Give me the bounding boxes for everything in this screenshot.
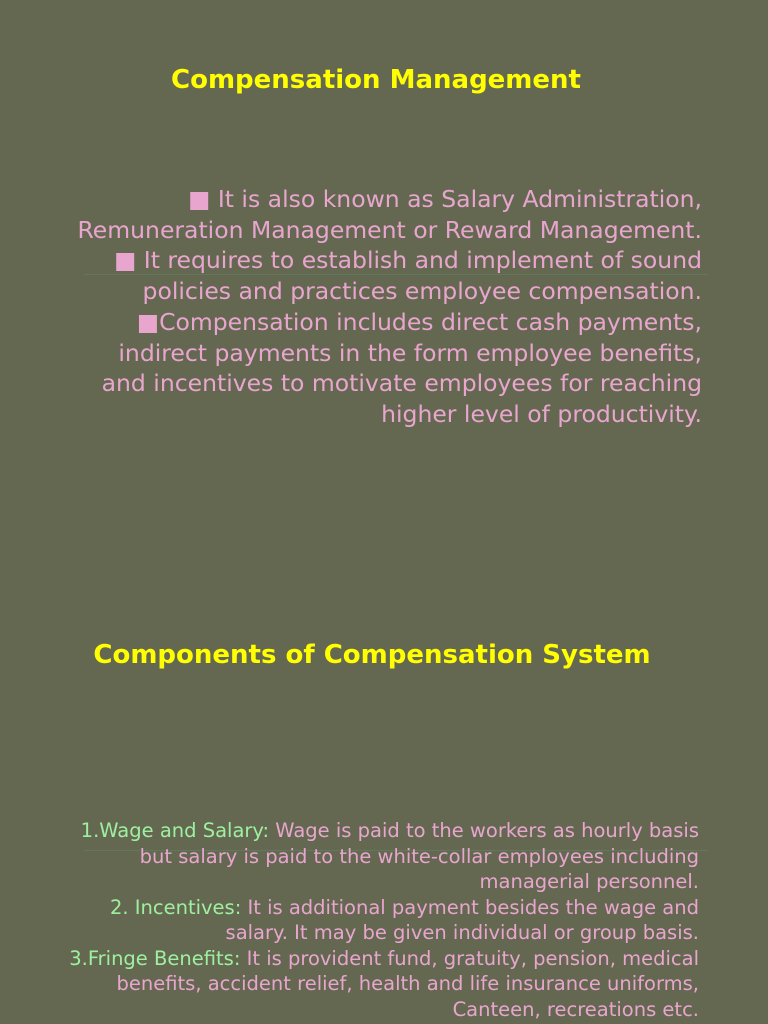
bullet-item [70, 184, 702, 245]
component-item [60, 946, 699, 1023]
component-item [60, 818, 699, 895]
components-list [60, 818, 699, 1022]
bullet-text: It requires to establish and implement of sound policies and practices employee compensation. [136, 246, 702, 306]
bullet-list [70, 184, 702, 430]
bullet-item [70, 307, 702, 430]
component-term: 1.Wage and Salary: [80, 819, 270, 842]
component-term: 2. Incentives: [109, 895, 242, 919]
square-bullet-icon: ■ [136, 307, 160, 336]
component-item [60, 895, 699, 946]
component-description: It is provident fund, gratuity, pension, medical benefits, accident relief, health and life insurance uniforms, Canteen, recreations etc. [116, 946, 699, 1021]
slide-title-compensation-management: Compensation Management [171, 65, 581, 95]
square-bullet-icon: ■ [188, 185, 211, 213]
component-description: It is additional payment besides the wage and salary. It may be given individual or group basis. [225, 895, 699, 944]
slide-title-components: Components of Compensation System [93, 640, 651, 670]
square-bullet-icon: ■ [114, 246, 137, 275]
component-term: 3.Fringe Benefits: [69, 946, 241, 970]
bullet-item [70, 245, 702, 306]
bullet-text: It is also known as Salary Administration, Remuneration Management or Reward Management. [77, 185, 702, 244]
component-description: Wage is paid to the workers as hourly basis but salary is paid to the white-collar employees including managerial personnel. [139, 819, 699, 893]
bullet-text: Compensation includes direct cash payments, indirect payments in the form employee benefits, and incentives to motivate employees for reaching higher level of productivity. [101, 307, 702, 428]
